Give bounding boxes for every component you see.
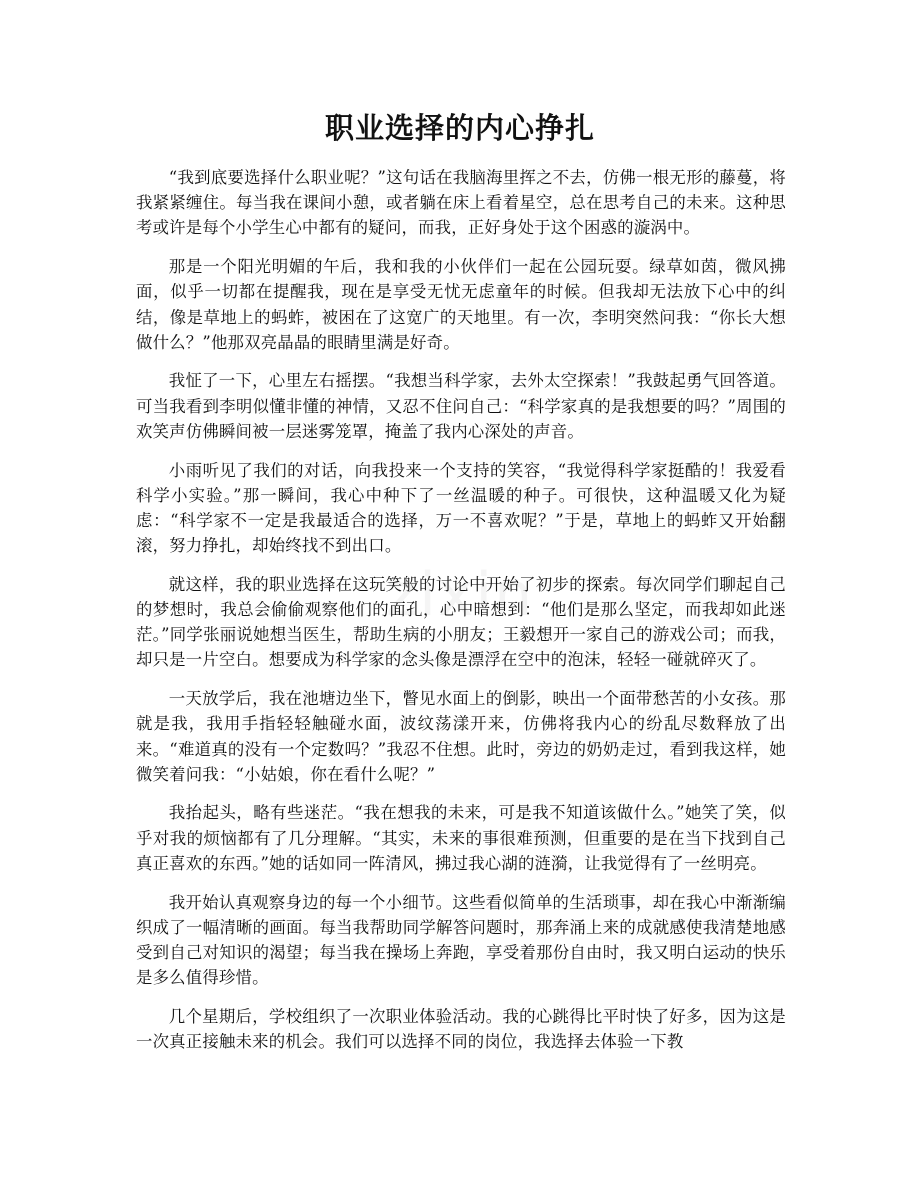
- paragraph: 一天放学后，我在池塘边坐下，瞥见水面上的倒影，映出一个面带愁苦的小女孩。那就是我，我用手指轻轻触碰水面，波纹荡漾开来，仿佛将我内心的纷乱尽数释放了出来。“难道真的没有一个定数吗？”我忍不住想。此时，旁边的奶奶走过，看到我这样，她微笑着问我：“小姑娘，你在看什么呢？”: [136, 689, 786, 784]
- paragraph: 几个星期后，学校组织了一次职业体验活动。我的心跳得比平时快了好多，因为这是一次真正接触未来的机会。我们可以选择不同的岗位，我选择去体验一下教: [136, 1006, 786, 1052]
- paragraph: “我到底要选择什么职业呢？”这句话在我脑海里挥之不去，仿佛一根无形的藤蔓，将我紧紧缠住。每当我在课间小憩，或者躺在床上看着星空，总在思考自己的未来。这种思考或许是每个小学生心中都有的疑问，而我，正好身处于这个困惑的漩涡中。: [136, 168, 786, 238]
- paragraph: 小雨听见了我们的对话，向我投来一个支持的笑容，“我觉得科学家挺酷的！我爱看科学小实验。”那一瞬间，我心中种下了一丝温暖的种子。可很快，这种温暖又化为疑虑：“科学家不一定是我最适合的选择，万一不喜欢呢？”于是，草地上的蚂蚱又开始翻滚，努力挣扎，却始终找不到出口。: [136, 460, 786, 556]
- paragraph: 我怔了一下，心里左右摇摆。“我想当科学家，去外太空探索！”我鼓起勇气回答道。可当我看到李明似懂非懂的神情，又忍不住问自己：“科学家真的是我想要的吗？”周围的欢笑声仿佛瞬间被一层迷雾笼罩，掩盖了我内心深处的声音。: [136, 371, 786, 441]
- paragraph: 就这样，我的职业选择在这玩笑般的讨论中开始了初步的探索。每次同学们聊起自己的梦想时，我总会偷偷观察他们的面孔，心中暗想到：“他们是那么坚定，而我却如此迷茫。”同学张丽说她想当医生，帮助生病的小朋友；王毅想开一家自己的游戏公司；而我，却只是一片空白。想要成为科学家的念头像是漂浮在空中的泡沫，轻轻一碰就碎灭了。: [136, 574, 786, 670]
- document-title: 职业选择的内心挣扎: [324, 111, 595, 145]
- paragraph: 我抬起头，略有些迷茫。“我在想我的未来，可是我不知道该做什么。”她笑了笑，似乎对我的烦恼都有了几分理解。“其实，未来的事很难预测，但重要的是在当下找到自己真正喜欢的东西。”她的话如同一阵清风，拂过我心湖的涟漪，让我觉得有了一丝明亮。: [136, 803, 786, 873]
- document-body: [136, 165, 786, 1068]
- paragraph: 我开始认真观察身边的每一个小细节。这些看似简单的生活琐事，却在我心中渐渐编织成了一幅清晰的画面。每当我帮助同学解答问题时，那奔涌上来的成就感使我清楚地感受到自己对知识的渴望；每当我在操场上奔跑，享受着那份自由时，我又明白运动的快乐是多么值得珍惜。: [136, 892, 786, 988]
- paragraph: 那是一个阳光明媚的午后，我和我的小伙伴们一起在公园玩耍。绿草如茵，微风拂面，似乎一切都在提醒我，现在是享受无忧无虑童年的时候。但我却无法放下心中的纠结，像是草地上的蚂蚱，被困在了这宽广的天地里。有一次，李明突然问我：“你长大想做什么？”他那双亮晶晶的眼睛里满是好奇。: [136, 257, 786, 352]
- watermark: zixin: [385, 560, 535, 630]
